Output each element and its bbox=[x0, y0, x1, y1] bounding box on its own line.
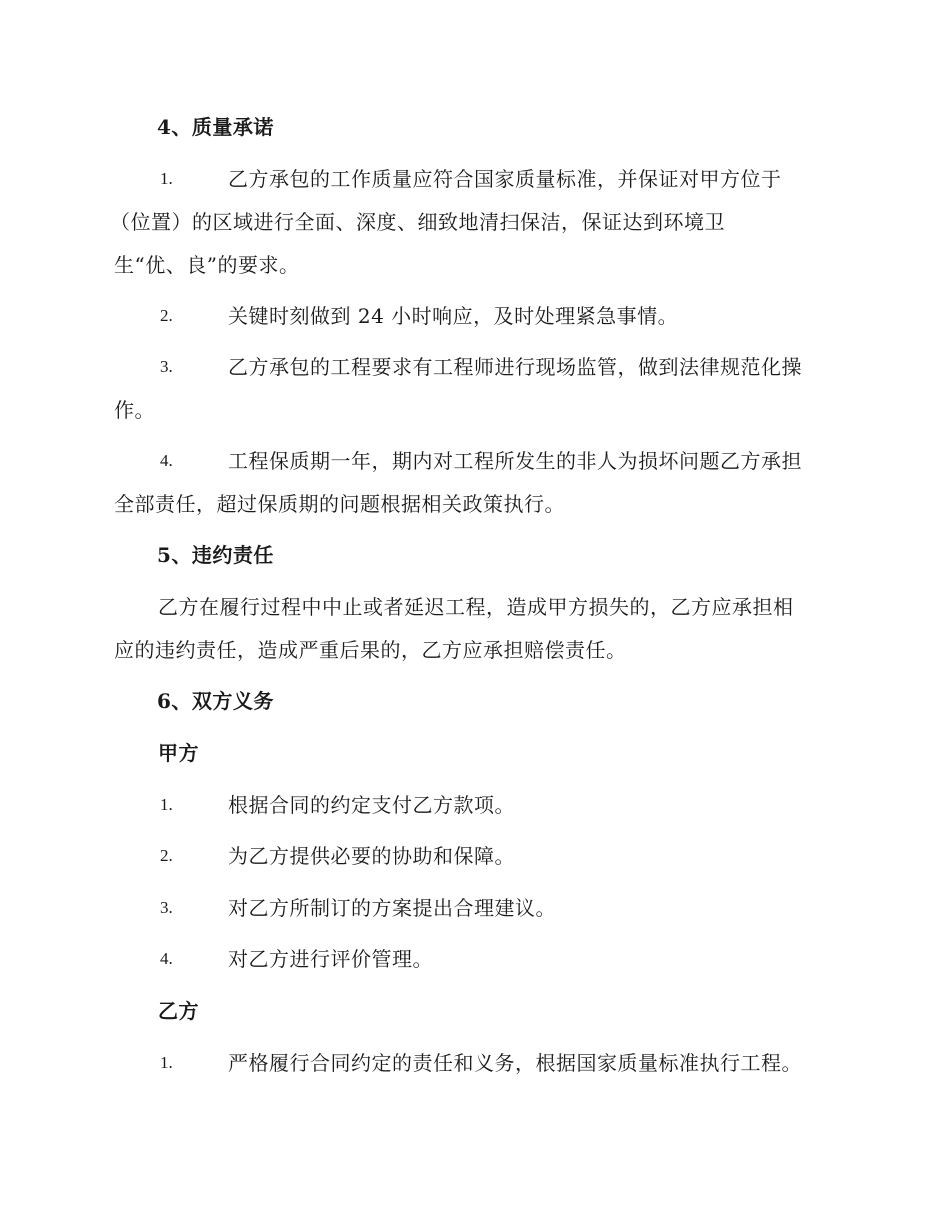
party-b-label: 乙方 bbox=[158, 999, 199, 1023]
item-text: 对乙方进行评价管理。 bbox=[228, 947, 433, 971]
item-text-continued: 生“优、良”的要求。 bbox=[114, 253, 300, 277]
item-text: 严格履行合同约定的责任和义务，根据国家质量标准执行工程。 bbox=[228, 1051, 802, 1075]
item-number: 3. bbox=[160, 357, 173, 376]
item-number: 4. bbox=[160, 451, 173, 470]
item-text: 根据合同的约定支付乙方款项。 bbox=[228, 793, 515, 817]
section-heading-quality: 4、质量承诺 bbox=[157, 115, 274, 139]
party-a-label: 甲方 bbox=[158, 741, 199, 765]
item-number: 3. bbox=[160, 898, 173, 917]
item-number: 2. bbox=[160, 846, 173, 865]
item-text-continued: 全部责任，超过保质期的问题根据相关政策执行。 bbox=[114, 492, 565, 516]
paragraph-text-continued: 应的违约责任，造成严重后果的，乙方应承担赔偿责任。 bbox=[114, 638, 627, 662]
section-heading-breach: 5、违约责任 bbox=[157, 543, 274, 567]
item-text-continued: 作。 bbox=[114, 398, 155, 422]
item-number: 2. bbox=[160, 306, 173, 325]
paragraph-text: 乙方在履行过程中中止或者延迟工程，造成甲方损失的，乙方应承担相 bbox=[158, 595, 794, 619]
item-text: 对乙方所制订的方案提出合理建议。 bbox=[228, 896, 556, 920]
item-text: 乙方承包的工作质量应符合国家质量标准，并保证对甲方位于 bbox=[228, 167, 782, 191]
item-number: 1. bbox=[160, 169, 173, 188]
item-text: 工程保质期一年，期内对工程所发生的非人为损坏问题乙方承担 bbox=[228, 449, 802, 473]
item-text: 关键时刻做到 24 小时响应，及时处理紧急事情。 bbox=[228, 304, 679, 328]
item-number: 1. bbox=[160, 795, 173, 814]
item-number: 1. bbox=[160, 1053, 173, 1072]
item-text-continued: （位置）的区域进行全面、深度、细致地清扫保洁，保证达到环境卫 bbox=[110, 210, 725, 234]
item-number: 4. bbox=[160, 949, 173, 968]
item-text: 为乙方提供必要的协助和保障。 bbox=[228, 844, 515, 868]
item-text: 乙方承包的工程要求有工程师进行现场监管，做到法律规范化操 bbox=[228, 355, 802, 379]
section-heading-obligations: 6、双方义务 bbox=[157, 689, 274, 713]
